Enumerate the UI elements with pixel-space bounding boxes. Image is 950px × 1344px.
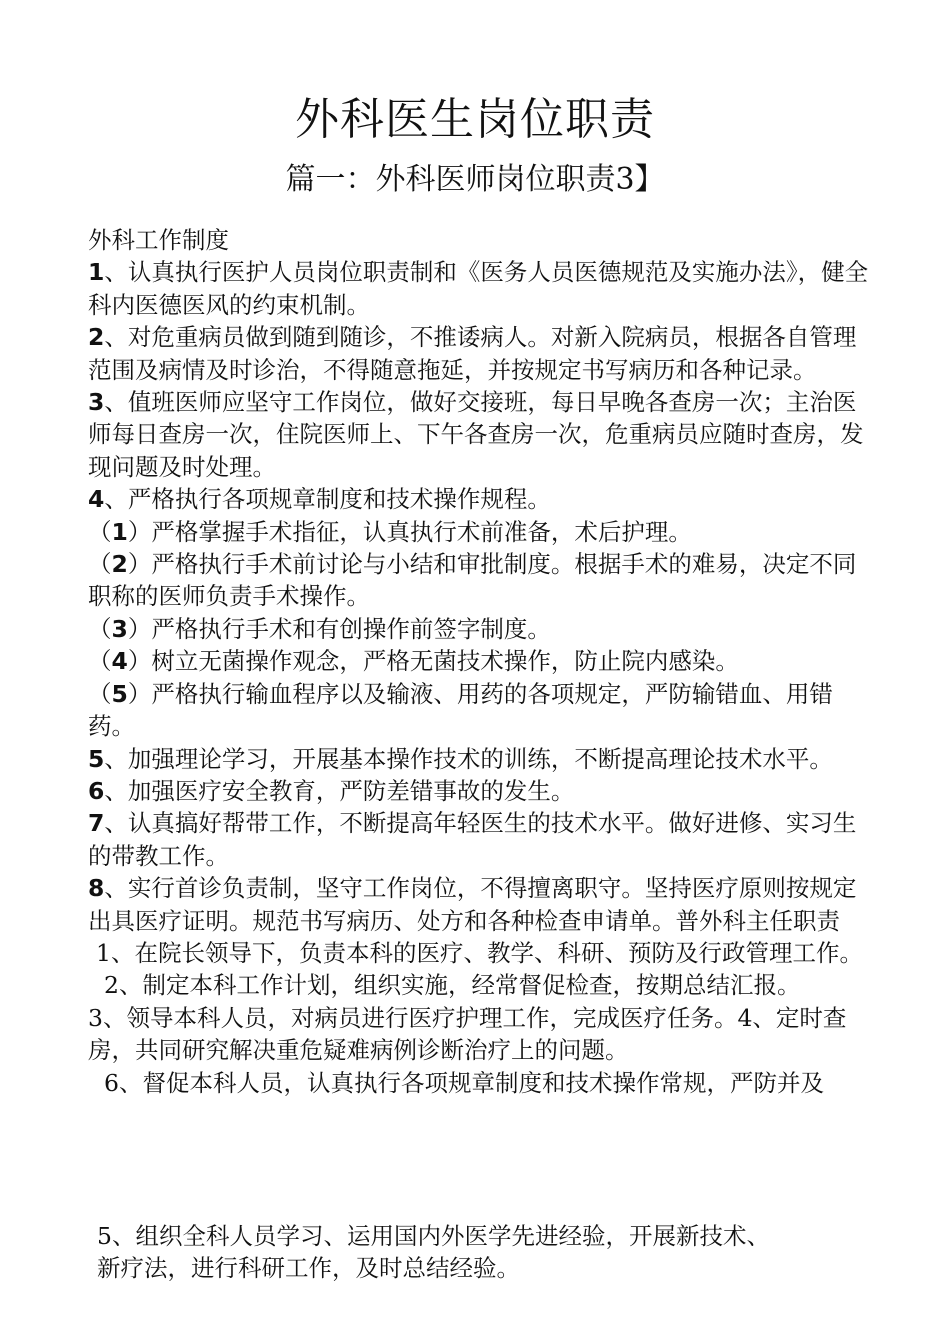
rule-item-3: [88, 386, 870, 483]
trailing-line-2: 新疗法，进行科研工作，及时总结经验。: [97, 1254, 520, 1283]
item-text: 、认真搞好帮带工作，不断提高年轻医生的技术水平。做好进修、实习生的带教工作。: [88, 809, 857, 870]
rule-item-2: [88, 321, 870, 386]
sub-item-1: [88, 516, 870, 548]
rule-item-4: [88, 483, 870, 515]
page-title: 外科医生岗位职责: [295, 94, 655, 145]
paren-open: （: [88, 614, 112, 643]
item-text: 、对危重病员做到随到随诊，不推诿病人。对新入院病员，根据各自管理范围及病情及时诊治，不得随意拖延，并按规定书写病历和各种记录。: [88, 323, 857, 384]
sub-item-3: [88, 613, 870, 645]
item-number: 1: [88, 258, 105, 287]
item-text: 、严格执行各项规章制度和技术操作规程。: [104, 485, 551, 514]
director-duty-6: 6、督促本科人员，认真执行各项规章制度和技术操作常规，严防并及: [104, 1068, 824, 1097]
item-number: 2: [88, 323, 105, 352]
director-duty-3-4: 3、领导本科人员，对病员进行医疗护理工作，完成医疗任务。4、定时查房，共同研究解决重危疑难病例诊断治疗上的问题。: [88, 1003, 847, 1065]
item-text: 、实行首诊负责制，坚守工作岗位，不得擅离职守。坚持医疗原则按规定出具医疗证明。规范书写病历、处方和各种检查申请单。普外科主任职责: [88, 874, 857, 935]
item-number: 5: [111, 679, 128, 708]
rule-item-7: [88, 807, 870, 872]
item-number: 4: [88, 485, 105, 514]
page-subtitle: 篇一：外科医师岗位职责3】: [285, 162, 665, 197]
trailing-line-1: 5、组织全科人员学习、运用国内外医学先进经验，开展新技术、: [97, 1222, 770, 1250]
rule-item-5: [88, 743, 870, 775]
document-body: [88, 224, 870, 1099]
sub-item-5: [88, 678, 870, 743]
item-text: ）严格执行手术和有创操作前签字制度。: [127, 614, 551, 643]
rule-item-6: [88, 775, 870, 807]
rule-item-1: [88, 256, 870, 321]
item-number: 3: [111, 614, 128, 643]
item-text: 、加强医疗安全教育，严防差错事故的发生。: [104, 776, 575, 805]
director-duty-2: 2、制定本科工作计划，组织实施，经常督促检查，按期总结汇报。: [104, 971, 801, 1000]
trailing-paragraph: [97, 1220, 857, 1285]
item-text: 、认真执行医护人员岗位职责制和《医务人员医德规范及实施办法》，健全科内医德医风的约束机制。: [88, 258, 869, 319]
item-number: 8: [88, 874, 105, 903]
item-text: 、值班医师应坚守工作岗位，做好交接班，每日早晚各查房一次；主治医师每日查房一次，住院医师上、下午各查房一次，危重病员应随时查房，发现问题及时处理。: [88, 388, 864, 481]
sub-item-2: [88, 548, 870, 613]
paren-open: （: [88, 517, 112, 546]
item-number: 6: [88, 776, 105, 805]
sub-item-4: [88, 645, 870, 677]
paren-open: （: [88, 679, 112, 708]
paren-open: （: [88, 550, 112, 579]
item-text: ）严格执行输血程序以及输液、用药的各项规定，严防输错血、用错药。: [88, 679, 833, 741]
item-number: 1: [111, 517, 128, 546]
item-number: 4: [111, 647, 128, 676]
paren-open: （: [88, 647, 112, 676]
director-duty-1: 1、在院长领导下，负责本科的医疗、教学、科研、预防及行政管理工作。: [96, 938, 863, 967]
item-text: ）严格执行手术前讨论与小结和审批制度。根据手术的难易，决定不同职称的医师负责手术操作。: [88, 550, 857, 611]
item-text: 、加强理论学习，开展基本操作技术的训练，不断提高理论技术水平。: [104, 744, 833, 773]
item-number: 7: [88, 809, 105, 838]
item-number: 3: [88, 388, 105, 417]
item-text: ）树立无菌操作观念，严格无菌技术操作，防止院内感染。: [127, 647, 739, 676]
item-number: 5: [88, 744, 105, 773]
item-number: 2: [111, 550, 128, 579]
rule-item-8: [88, 872, 870, 937]
item-text: ）严格掌握手术指征，认真执行术前准备，术后护理。: [127, 517, 692, 546]
section-heading: 外科工作制度: [88, 226, 229, 254]
